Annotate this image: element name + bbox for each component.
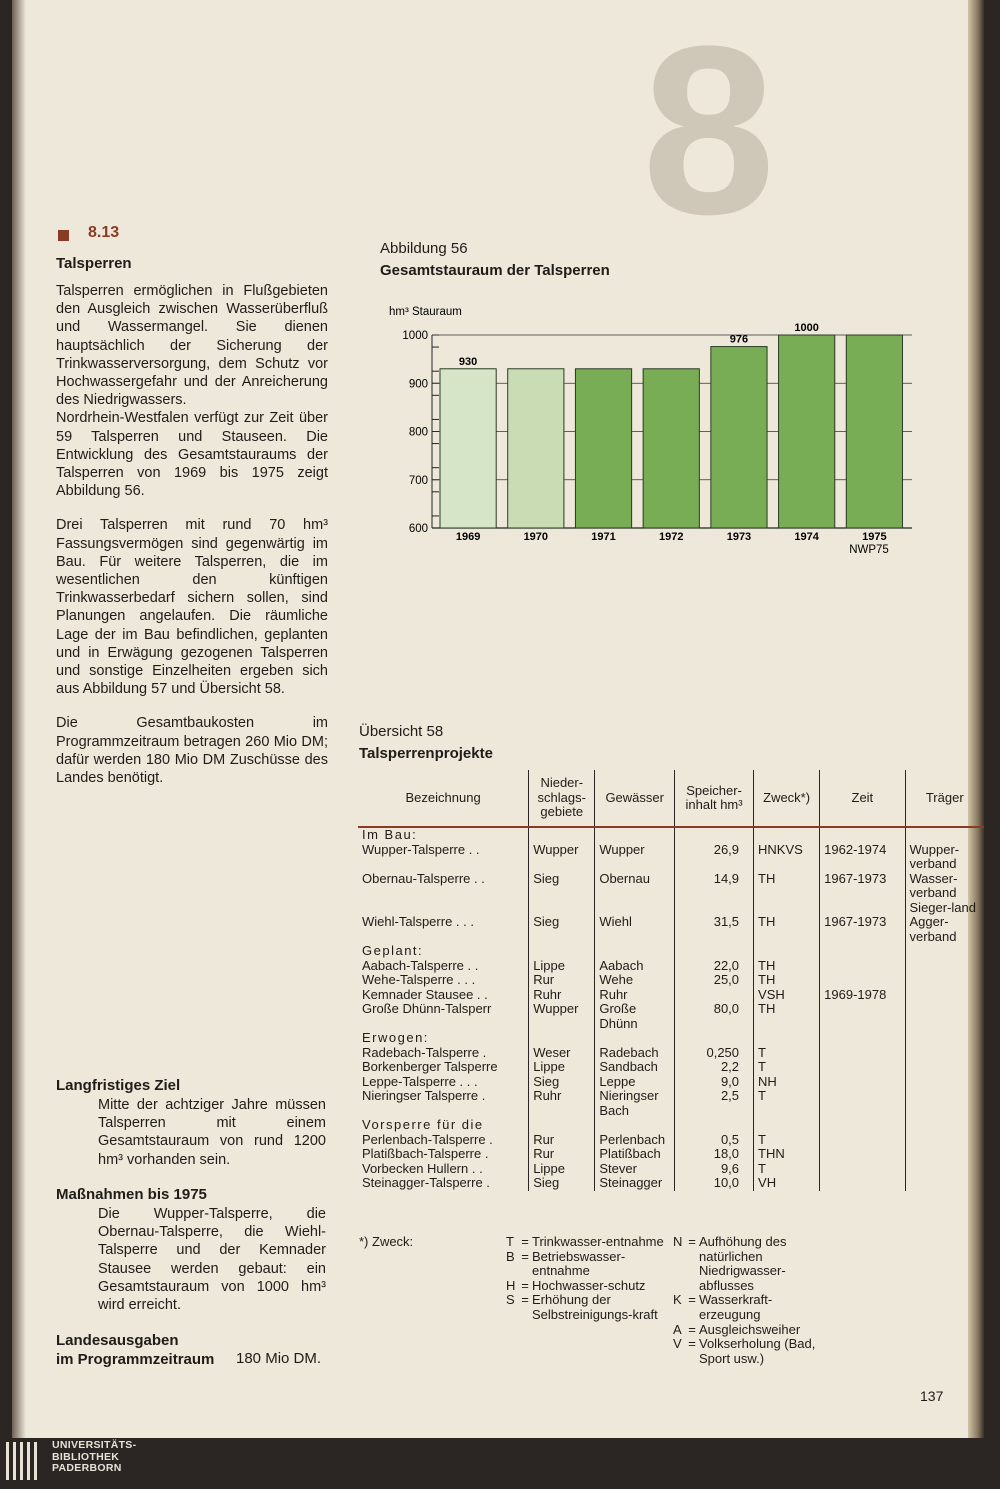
cell-name: Wupper-Talsperre . . <box>362 841 480 857</box>
cell-volume: 25,0 <box>675 973 754 988</box>
legend-text: Volkserholung (Bad, Sport usw.) <box>699 1336 816 1366</box>
cell-area: Sieg <box>529 872 595 916</box>
library-name <box>52 1440 136 1475</box>
legend-item <box>506 1293 666 1322</box>
cell-area: Rur <box>529 973 595 988</box>
cell-volume: 26,9 <box>675 843 754 872</box>
group-spacer-cell <box>905 1118 984 1133</box>
goal-text: Mitte der achtziger Jahre müssen Talsperren mit einem Gesamtstauraum von rund 1200 hm³ vorhanden sein. <box>98 1097 326 1168</box>
cell-carrier <box>905 1176 984 1191</box>
cell-time <box>820 1133 905 1148</box>
group-spacer-cell <box>675 1031 754 1046</box>
overview-label: Übersicht 58 <box>359 723 444 740</box>
table-row <box>358 1089 984 1118</box>
group-spacer-cell <box>595 827 675 843</box>
cell-name: Steinagger-Talsperre . <box>362 1175 490 1190</box>
group-spacer-cell <box>820 827 905 843</box>
cell-purpose: VH <box>754 1176 820 1191</box>
legend-left <box>506 1235 666 1323</box>
table-row <box>358 1075 984 1090</box>
y-tick-label: 700 <box>408 474 428 487</box>
group-spacer-cell <box>529 1031 595 1046</box>
cell-name: Aabach-Talsperre . . <box>362 957 479 973</box>
cell-purpose: VSH <box>754 988 820 1003</box>
legend-item <box>673 1235 823 1293</box>
cell-carrier: Wupper-verband <box>905 843 984 872</box>
cell-purpose: TH <box>754 1002 820 1031</box>
cell-volume: 22,0 <box>675 959 754 974</box>
spending-label <box>56 1331 214 1369</box>
measures-text: Die Wupper-Talsperre, die Obernau-Talsperre, die Wiehl-Talsperre und der Kemnader Stausee werden gebaut: ein Gesamtstauraum von 1000 hm³ wird erreicht. <box>98 1206 326 1314</box>
legend-text: Betriebswasser-entnahme <box>532 1248 626 1279</box>
cell-purpose: TH <box>754 959 820 974</box>
group-label: Geplant: <box>362 943 424 958</box>
measures-heading: Maßnahmen bis 1975 <box>56 1186 207 1203</box>
x-tick-label: 1975 <box>862 531 887 543</box>
cell-area: Sieg <box>529 915 595 944</box>
x-tick-label: 1971 <box>591 531 616 543</box>
legend-code: H <box>506 1277 516 1293</box>
spending-value: 180 Mio DM. <box>236 1350 322 1367</box>
header-area: Nieder-schlags-gebiete <box>529 770 595 827</box>
cell-purpose: T <box>754 1089 820 1118</box>
legend-text: Erhöhung der Selbstreinigungs-kraft <box>532 1292 658 1322</box>
cell-time: 1967-1973 <box>820 915 905 944</box>
intro-text <box>56 282 328 803</box>
legend-item <box>673 1293 823 1322</box>
legend-code: V <box>673 1336 682 1352</box>
cell-area: Lippe <box>529 1162 595 1177</box>
cell-area: Rur <box>529 1133 595 1148</box>
cell-time <box>820 1176 905 1191</box>
header-purpose: Zweck*) <box>754 770 820 827</box>
legend-equals: = <box>688 1234 696 1249</box>
project-table <box>358 770 984 1191</box>
table-group-row <box>358 1031 984 1046</box>
legend-equals: = <box>521 1234 529 1249</box>
cell-area: Sieg <box>529 1176 595 1191</box>
cell-carrier <box>905 1060 984 1075</box>
legend-title: *) Zweck: <box>359 1234 414 1249</box>
cell-water: Nieringser Bach <box>595 1089 675 1118</box>
group-spacer-cell <box>754 827 820 843</box>
intro-paragraph-1: Talsperren ermöglichen in Flußgebieten den Ausgleich zwischen Wasserüberfluß und Wassermangel. Sie dienen hauptsächlich der Sicherung der Trinkwasserversorgung, dem Schutz vor Hochwassergefahr und der Anreicherung des Niedrigwassers. <box>56 283 328 409</box>
table-row <box>358 1176 984 1191</box>
cell-time <box>820 1002 905 1031</box>
cell-name: Kemnader Stausee . . <box>362 986 488 1002</box>
x-tick-label: 1972 <box>659 531 684 543</box>
legend-item <box>506 1235 666 1250</box>
cell-time <box>820 959 905 974</box>
cell-volume: 10,0 <box>675 1176 754 1191</box>
legend-equals: = <box>688 1292 696 1308</box>
cell-water: Wehe <box>595 973 675 988</box>
figure-title: Gesamtstauraum der Talsperren <box>380 262 610 279</box>
table-header-row <box>358 770 984 827</box>
cell-carrier <box>905 1075 984 1090</box>
x-tick-label: 1970 <box>523 531 549 543</box>
header-volume: Speicher-inhalt hm³ <box>675 770 754 827</box>
legend-equals: = <box>521 1292 529 1308</box>
cell-carrier <box>905 988 984 1003</box>
cell-volume: 0,5 <box>675 1133 754 1148</box>
intro-paragraph-4: Die Gesamtbaukosten im Programmzeitraum betragen 260 Mio DM; dafür werden 180 Mio DM Zuschüsse des Landes benötigt. <box>56 715 328 787</box>
cell-volume: 0,250 <box>675 1046 754 1061</box>
bar-value-label: 1000 <box>794 322 819 334</box>
cell-volume: 31,5 <box>675 915 754 944</box>
cell-time <box>820 1089 905 1118</box>
legend-code: K <box>673 1292 682 1308</box>
bar-1974 <box>779 335 835 528</box>
cell-time <box>820 973 905 988</box>
legend-item <box>673 1323 823 1338</box>
goal-heading: Langfristiges Ziel <box>56 1077 181 1094</box>
cell-name: Perlenbach-Talsperre . <box>362 1131 493 1147</box>
cell-volume: 2,2 <box>675 1060 754 1075</box>
cell-carrier <box>905 959 984 974</box>
cell-carrier <box>905 973 984 988</box>
cell-area: Wupper <box>529 843 595 872</box>
cell-area: Wupper <box>529 1002 595 1031</box>
cell-time: 1969-1978 <box>820 988 905 1003</box>
cell-name: Nieringser Talsperre . <box>362 1088 486 1103</box>
cell-purpose: T <box>754 1133 820 1148</box>
cell-volume <box>675 988 754 1003</box>
group-spacer-cell <box>675 1118 754 1133</box>
library-line3: PADERBORN <box>52 1462 122 1474</box>
cell-water: Große Dhünn <box>595 1002 675 1031</box>
library-logo-icon <box>4 1442 44 1486</box>
cell-water: Aabach <box>595 959 675 974</box>
cell-water: Leppe <box>595 1075 675 1090</box>
table-row <box>358 1147 984 1162</box>
cell-name: Borkenberger Talsperre <box>362 1059 498 1074</box>
legend-text: Wasserkraft-erzeugung <box>699 1292 773 1322</box>
legend-code: N <box>673 1234 683 1249</box>
chart-annotation: NWP75 <box>849 544 889 555</box>
cell-time: 1967-1973 <box>820 872 905 916</box>
table-row <box>358 1060 984 1075</box>
cell-water: Platißbach <box>595 1147 675 1162</box>
cell-time: 1962-1974 <box>820 843 905 872</box>
y-tick-label: 1000 <box>402 330 428 342</box>
cell-water: Wupper <box>595 843 675 872</box>
library-footer <box>0 1438 1000 1489</box>
cell-area: Ruhr <box>529 1089 595 1118</box>
cell-purpose: TH <box>754 872 820 916</box>
table-row <box>358 1162 984 1177</box>
cell-carrier <box>905 1046 984 1061</box>
chart-y-axis-label: hm³ Stauraum <box>389 306 462 318</box>
cell-carrier: Wasser-verband Sieger-land <box>905 872 984 916</box>
cell-name: Wiehl-Talsperre . . . <box>362 914 474 929</box>
cell-volume: 9,0 <box>675 1075 754 1090</box>
library-line2: BIBLIOTHEK <box>52 1450 120 1463</box>
y-tick-label: 900 <box>408 378 428 391</box>
group-spacer-cell <box>905 944 984 959</box>
group-label: Vorsperre für die <box>362 1117 484 1132</box>
table-row <box>358 843 984 872</box>
group-spacer-cell <box>820 944 905 959</box>
cell-time <box>820 1075 905 1090</box>
cell-area: Sieg <box>529 1075 595 1090</box>
cell-water: Wiehl <box>595 915 675 944</box>
spending-label-line2: im Programmzeitraum <box>56 1351 215 1368</box>
group-spacer-cell <box>754 1118 820 1133</box>
table-row <box>358 959 984 974</box>
table-row <box>358 1002 984 1031</box>
legend-item <box>673 1337 823 1366</box>
group-spacer-cell <box>529 944 595 959</box>
bar-1971 <box>575 369 631 528</box>
group-spacer-cell <box>905 1031 984 1046</box>
cell-carrier <box>905 1133 984 1148</box>
bar-1969 <box>440 369 496 528</box>
cell-time <box>820 1147 905 1162</box>
cell-area: Lippe <box>529 1060 595 1075</box>
group-label: Im Bau: <box>362 827 418 842</box>
legend-equals: = <box>688 1336 696 1352</box>
group-spacer-cell <box>675 944 754 959</box>
table-body <box>358 827 984 1191</box>
x-tick-label: 1973 <box>726 531 752 543</box>
cell-name: Platißbach-Talsperre . <box>362 1146 489 1161</box>
cell-name: Obernau-Talsperre . . <box>362 870 485 886</box>
cell-purpose: HNKVS <box>754 843 820 872</box>
bar-1975 <box>846 335 902 528</box>
group-spacer-cell <box>595 944 675 959</box>
cell-water: Radebach <box>595 1046 675 1061</box>
cell-volume: 14,9 <box>675 872 754 916</box>
legend-code: S <box>506 1292 515 1308</box>
bar-1973 <box>711 347 767 528</box>
cell-purpose: T <box>754 1046 820 1061</box>
table-group-row <box>358 827 984 843</box>
header-time: Zeit <box>820 770 905 827</box>
legend-equals: = <box>521 1248 529 1264</box>
gutter-shadow <box>12 0 26 1438</box>
cell-time <box>820 1046 905 1061</box>
cell-carrier <box>905 1002 984 1031</box>
cell-volume: 80,0 <box>675 1002 754 1031</box>
legend-text: Hochwasser-schutz <box>532 1277 646 1293</box>
legend-equals: = <box>688 1321 696 1337</box>
y-tick-label: 800 <box>408 426 428 439</box>
cell-water: Stever <box>595 1162 675 1177</box>
group-spacer-cell <box>754 944 820 959</box>
section-marker-icon <box>58 230 69 241</box>
page-number: 137 <box>920 1388 944 1404</box>
group-spacer-cell <box>595 1031 675 1046</box>
group-spacer-cell <box>754 1031 820 1046</box>
legend-code: T <box>506 1234 514 1249</box>
legend-text: Trinkwasser-entnahme <box>532 1234 664 1249</box>
cell-area: Lippe <box>529 959 595 974</box>
table-row <box>358 872 984 916</box>
header-name: Bezeichnung <box>405 789 481 805</box>
book-page <box>12 0 984 1438</box>
header-carrier: Träger <box>905 770 984 827</box>
group-spacer-cell <box>529 827 595 843</box>
cell-carrier: Agger-verband <box>905 915 984 944</box>
cell-carrier <box>905 1089 984 1118</box>
header-water: Gewässer <box>595 770 675 827</box>
cell-volume: 9,6 <box>675 1162 754 1177</box>
group-spacer-cell <box>820 1031 905 1046</box>
table-row <box>358 915 984 944</box>
group-spacer-cell <box>820 1118 905 1133</box>
cell-area: Weser <box>529 1046 595 1061</box>
table-group-row <box>358 1118 984 1133</box>
intro-paragraph-2: Nordrhein-Westfalen verfügt zur Zeit über 59 Talsperren und Stauseen. Die Entwicklung des Gesamtstauraums der Talsperren von 1969 bis 1975 zeigt Abbildung 56. <box>56 410 328 500</box>
cell-water: Ruhr <box>595 988 675 1003</box>
legend-text: Aufhöhung des natürlichen Niedrigwasser-abflusses <box>699 1234 787 1293</box>
cell-water: Sandbach <box>595 1060 675 1075</box>
table-row <box>358 1046 984 1061</box>
cell-area: Ruhr <box>529 988 595 1003</box>
cell-water: Steinagger <box>595 1176 675 1191</box>
table-row <box>358 1133 984 1148</box>
cell-carrier <box>905 1162 984 1177</box>
legend-text: Ausgleichsweiher <box>699 1321 801 1337</box>
bar-value-label: 930 <box>458 355 478 368</box>
bar-value-label: 976 <box>729 333 749 346</box>
table-group-row <box>358 944 984 959</box>
cell-name: Große Dhünn-Talsperr <box>362 1001 492 1016</box>
bar-1972 <box>643 369 699 528</box>
library-line1: UNIVERSITÄTS- <box>52 1439 137 1451</box>
bar-1970 <box>508 369 564 528</box>
y-tick-label: 600 <box>408 523 428 535</box>
cell-time <box>820 1162 905 1177</box>
cell-name: Wehe-Talsperre . . . <box>362 972 476 987</box>
table-row <box>358 988 984 1003</box>
spending-label-line1: Landesausgaben <box>56 1332 179 1349</box>
cell-purpose: TH <box>754 973 820 988</box>
group-spacer-cell <box>595 1118 675 1133</box>
cell-water: Perlenbach <box>595 1133 675 1148</box>
cell-carrier <box>905 1147 984 1162</box>
cell-water: Obernau <box>595 872 675 916</box>
group-spacer-cell <box>675 827 754 843</box>
legend-code: B <box>506 1248 515 1264</box>
page-edge <box>968 0 984 1438</box>
cell-time <box>820 1060 905 1075</box>
table-row <box>358 973 984 988</box>
group-label: Erwogen: <box>362 1030 429 1045</box>
legend-right <box>673 1235 823 1366</box>
group-spacer-cell <box>529 1118 595 1133</box>
figure-label: Abbildung 56 <box>380 240 468 257</box>
cell-purpose: NH <box>754 1075 820 1090</box>
cell-purpose: T <box>754 1060 820 1075</box>
legend-code: A <box>673 1321 682 1337</box>
bar-chart <box>372 295 912 555</box>
section-title: Talsperren <box>56 255 132 272</box>
legend-item <box>506 1279 666 1294</box>
chapter-number: 8 <box>642 0 776 264</box>
cell-purpose: T <box>754 1162 820 1177</box>
cell-volume: 2,5 <box>675 1089 754 1118</box>
cell-name: Leppe-Talsperre . . . <box>362 1073 478 1089</box>
overview-title: Talsperrenprojekte <box>359 745 493 762</box>
cell-purpose: THN <box>754 1147 820 1162</box>
cell-area: Rur <box>529 1147 595 1162</box>
group-spacer-cell <box>905 827 984 843</box>
cell-volume: 18,0 <box>675 1147 754 1162</box>
legend-item <box>506 1250 666 1279</box>
cell-name: Radebach-Talsperre . <box>362 1044 487 1060</box>
cell-purpose: TH <box>754 915 820 944</box>
x-tick-label: 1969 <box>455 531 481 543</box>
intro-paragraph-3: Drei Talsperren mit rund 70 hm³ Fassungsvermögen sind gegenwärtig im Bau. Für weitere Talsperren, die im wesentlichen den künftigen Trinkwasserbedarf sichern sollen, sind Planungen angelaufen. Die räumliche Lage der im Bau befindlichen, geplanten und in Erwägung gezogenen Talsperren und sonstige Einzelheiten ergeben sich aus Abbildung 57 und Übersicht 58. <box>56 517 328 698</box>
cell-name: Vorbecken Hullern . . <box>362 1160 483 1176</box>
section-number: 8.13 <box>88 224 120 241</box>
x-tick-label: 1974 <box>794 531 819 543</box>
legend-equals: = <box>521 1277 529 1293</box>
